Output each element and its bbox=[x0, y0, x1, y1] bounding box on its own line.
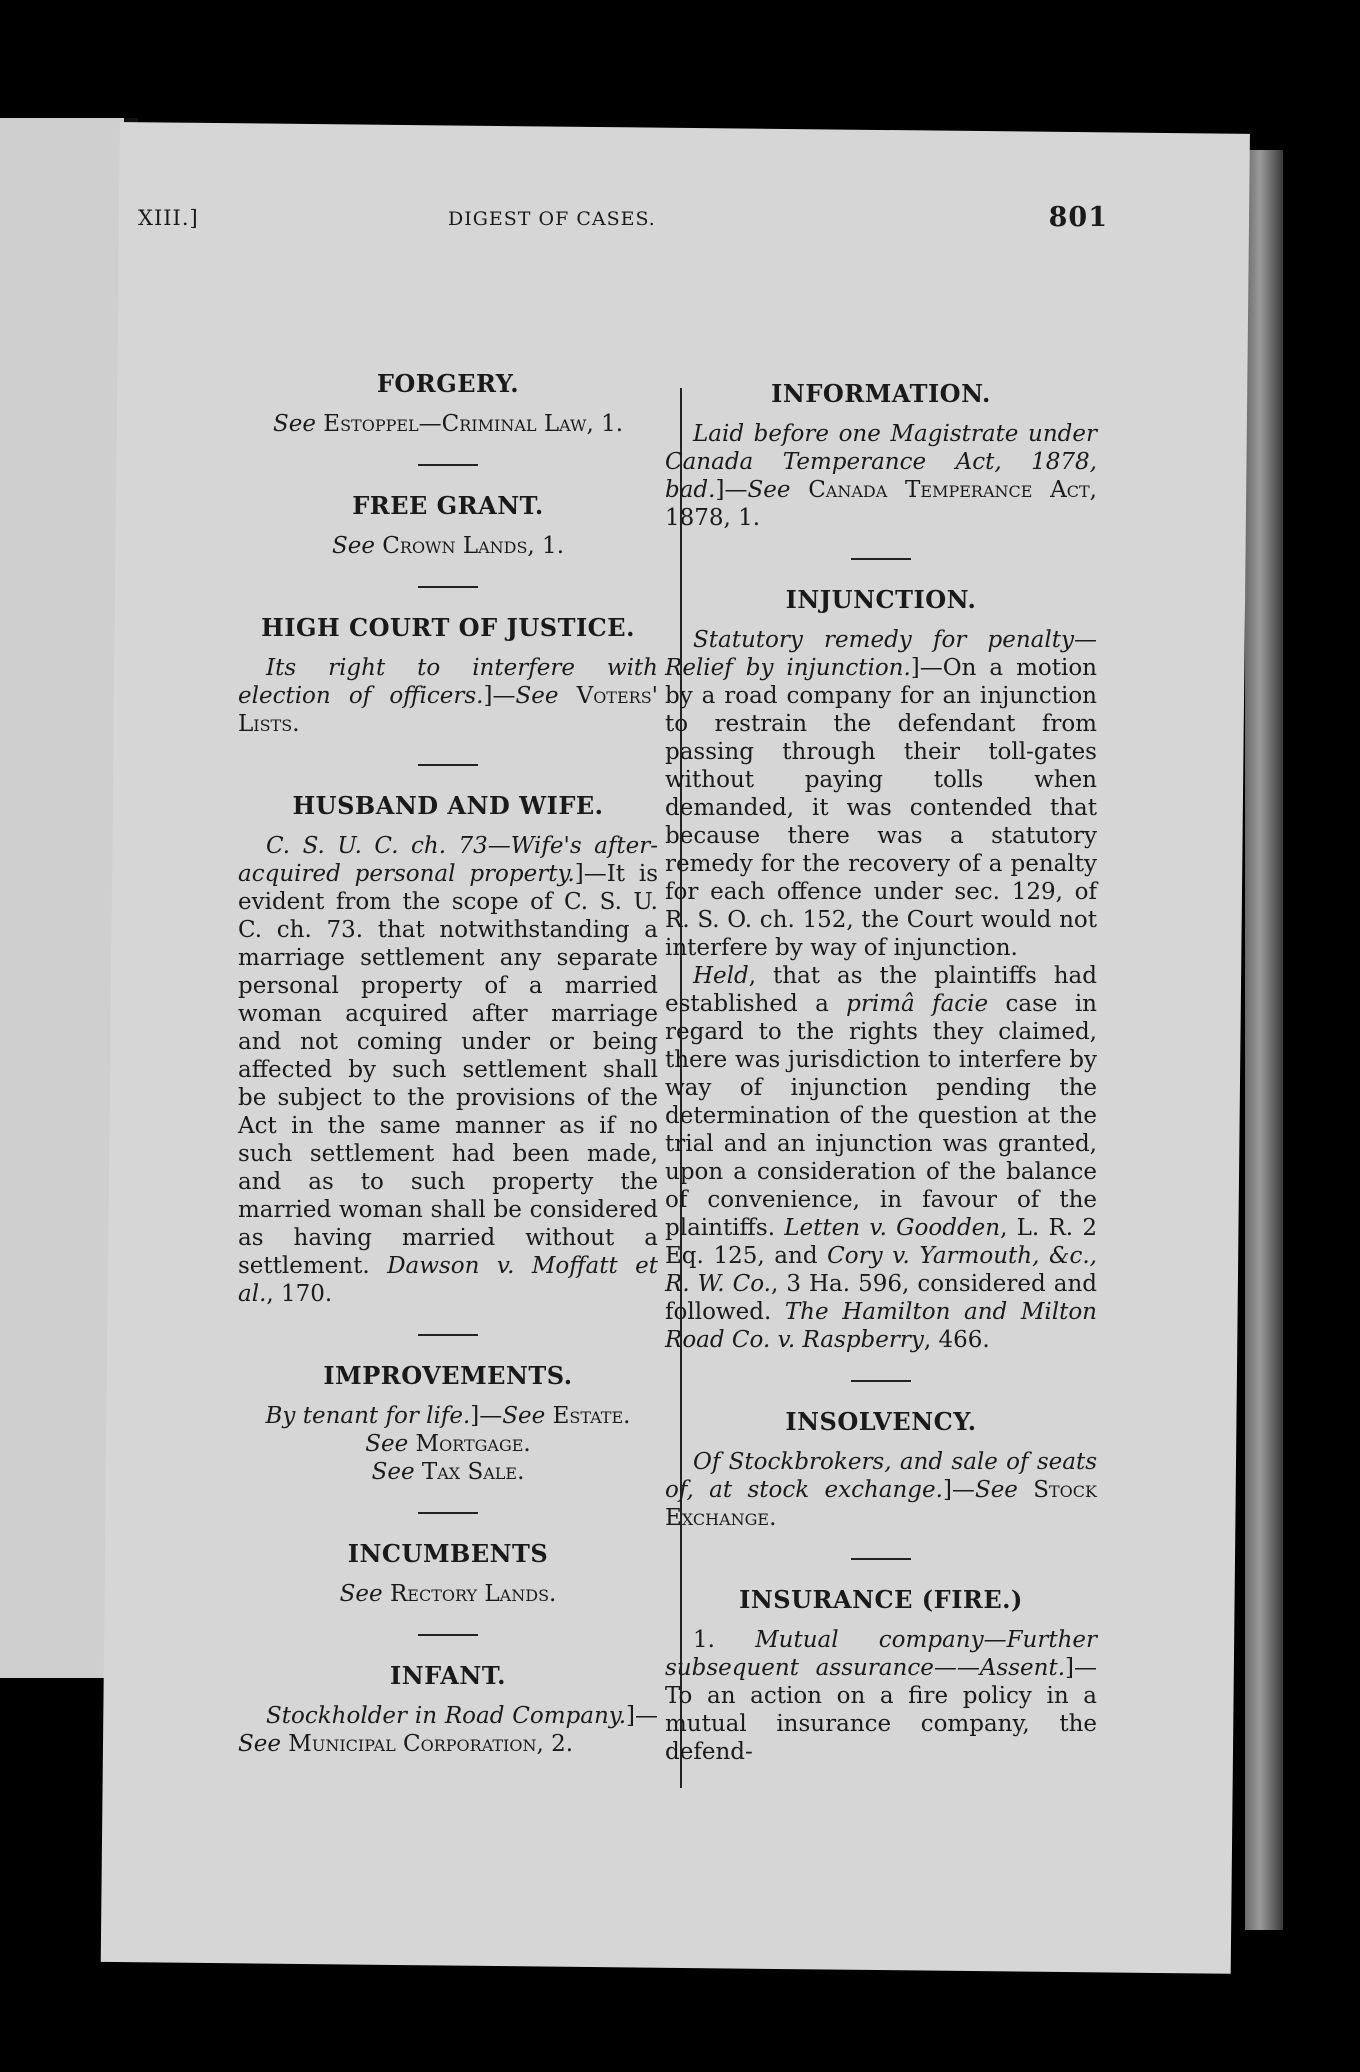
heading-husband-wife: HUSBAND AND WIFE. bbox=[292, 791, 604, 820]
heading-high-court: HIGH COURT OF JUSTICE. bbox=[261, 613, 635, 642]
page-number: 801 bbox=[1048, 202, 1108, 233]
cross-reference: See Mortgage. bbox=[365, 1431, 531, 1457]
entry-forgery bbox=[238, 370, 658, 438]
right-column bbox=[665, 380, 1097, 1766]
page-edge-stack bbox=[1245, 150, 1283, 1930]
section-divider bbox=[418, 1512, 478, 1514]
cross-reference: See Tax Sale. bbox=[371, 1459, 525, 1485]
heading-insurance: INSURANCE (FIRE.) bbox=[739, 1585, 1023, 1614]
entry-text: Laid before one Magistrate under Canada Temperance Act, 1878, bad.]—See Canada Temperance Act, 1878, 1. bbox=[665, 421, 1097, 531]
entry-husband-wife bbox=[238, 792, 658, 1308]
entry-text: C. S. U. C. ch. 73—Wife's after-acquired personal property.]—It is evident from the scope of C. S. U. C. ch. 73. that notwithstanding a marriage settlement any separate personal property of a married woman acquired after marriage and not coming under or being affected by such settlement shall be subject to the provisions of the Act in the same manner as if no such settlement had been made, and as to such property the married woman shall be considered as having married without a settlement. Dawson v. Moffatt et al., 170. bbox=[238, 833, 659, 1307]
heading-injunction: INJUNCTION. bbox=[785, 585, 977, 614]
heading-incumbents: INCUMBENTS bbox=[347, 1539, 549, 1568]
section-divider bbox=[418, 1334, 478, 1336]
entry-text: Of Stockbrokers, and sale of seats of, at stock exchange.]—See Stock Exchange. bbox=[665, 1449, 1097, 1531]
section-divider bbox=[851, 1558, 911, 1560]
entry-high-court bbox=[238, 614, 658, 738]
section-divider bbox=[851, 1380, 911, 1382]
heading-free-grant: FREE GRANT. bbox=[352, 491, 544, 520]
entry-information bbox=[665, 380, 1097, 532]
left-column bbox=[238, 370, 658, 1758]
entry-free-grant bbox=[238, 492, 658, 560]
heading-information: INFORMATION. bbox=[771, 379, 991, 408]
entry-insurance bbox=[665, 1586, 1097, 1766]
heading-insolvency: INSOLVENCY. bbox=[785, 1407, 977, 1436]
cross-reference: See Rectory Lands. bbox=[339, 1581, 557, 1607]
cross-reference: By tenant for life.]—See Estate. bbox=[265, 1403, 631, 1429]
cross-reference: See Estoppel—Criminal Law, 1. bbox=[272, 411, 624, 437]
entry-injunction bbox=[665, 586, 1097, 1354]
entry-infant bbox=[238, 1662, 658, 1758]
cross-reference: See Crown Lands, 1. bbox=[332, 533, 564, 559]
section-divider bbox=[418, 1634, 478, 1636]
heading-infant: INFANT. bbox=[390, 1661, 506, 1690]
entry-text: Stockholder in Road Company.]—See Municipal Corporation, 2. bbox=[238, 1703, 658, 1757]
entry-text: Its right to interfere with election of officers.]—See Voters' Lists. bbox=[238, 655, 658, 737]
entry-text: 1. Mutual company—Further subsequent assurance——Assent.]—To an action on a fire policy in a mutual insurance company, the defend- bbox=[665, 1627, 1097, 1765]
heading-forgery: FORGERY. bbox=[376, 369, 520, 398]
running-title: DIGEST OF CASES. bbox=[448, 208, 656, 230]
section-divider bbox=[418, 464, 478, 466]
running-head bbox=[138, 196, 1108, 236]
section-divider bbox=[418, 586, 478, 588]
section-divider bbox=[851, 558, 911, 560]
entry-insolvency bbox=[665, 1408, 1097, 1532]
entry-incumbents bbox=[238, 1540, 658, 1608]
entry-holding: Held, that as the plaintiffs had established a primâ facie case in regard to the rights they claimed, there was jurisdiction to interfere by way of injunction pending the determination of the question at the trial and an injunction was granted, upon a consideration of the balance of convenience, in favour of the plaintiffs. Letten v. Goodden, L. R. 2 Eq. 125, and Cory v. Yarmouth, &c., R. W. Co., 3 Ha. 596, considered and followed. The Hamilton and Milton Road Co. v. Raspberry, 466. bbox=[665, 963, 1098, 1353]
heading-improvements: IMPROVEMENTS. bbox=[323, 1361, 573, 1390]
entry-text: Statutory remedy for penalty—Relief by injunction.]—On a motion by a road company for an injunction to restrain the defendant from passing through their toll-gates without paying tolls when demanded, it was contended that because there was a statutory remedy for the recovery of a penalty for each offence under sec. 129, of R. S. O. ch. 152, the Court would not interfere by way of injunction. bbox=[665, 627, 1097, 961]
section-divider bbox=[418, 764, 478, 766]
chapter-marker: XIII.] bbox=[138, 206, 199, 230]
entry-improvements bbox=[238, 1362, 658, 1486]
